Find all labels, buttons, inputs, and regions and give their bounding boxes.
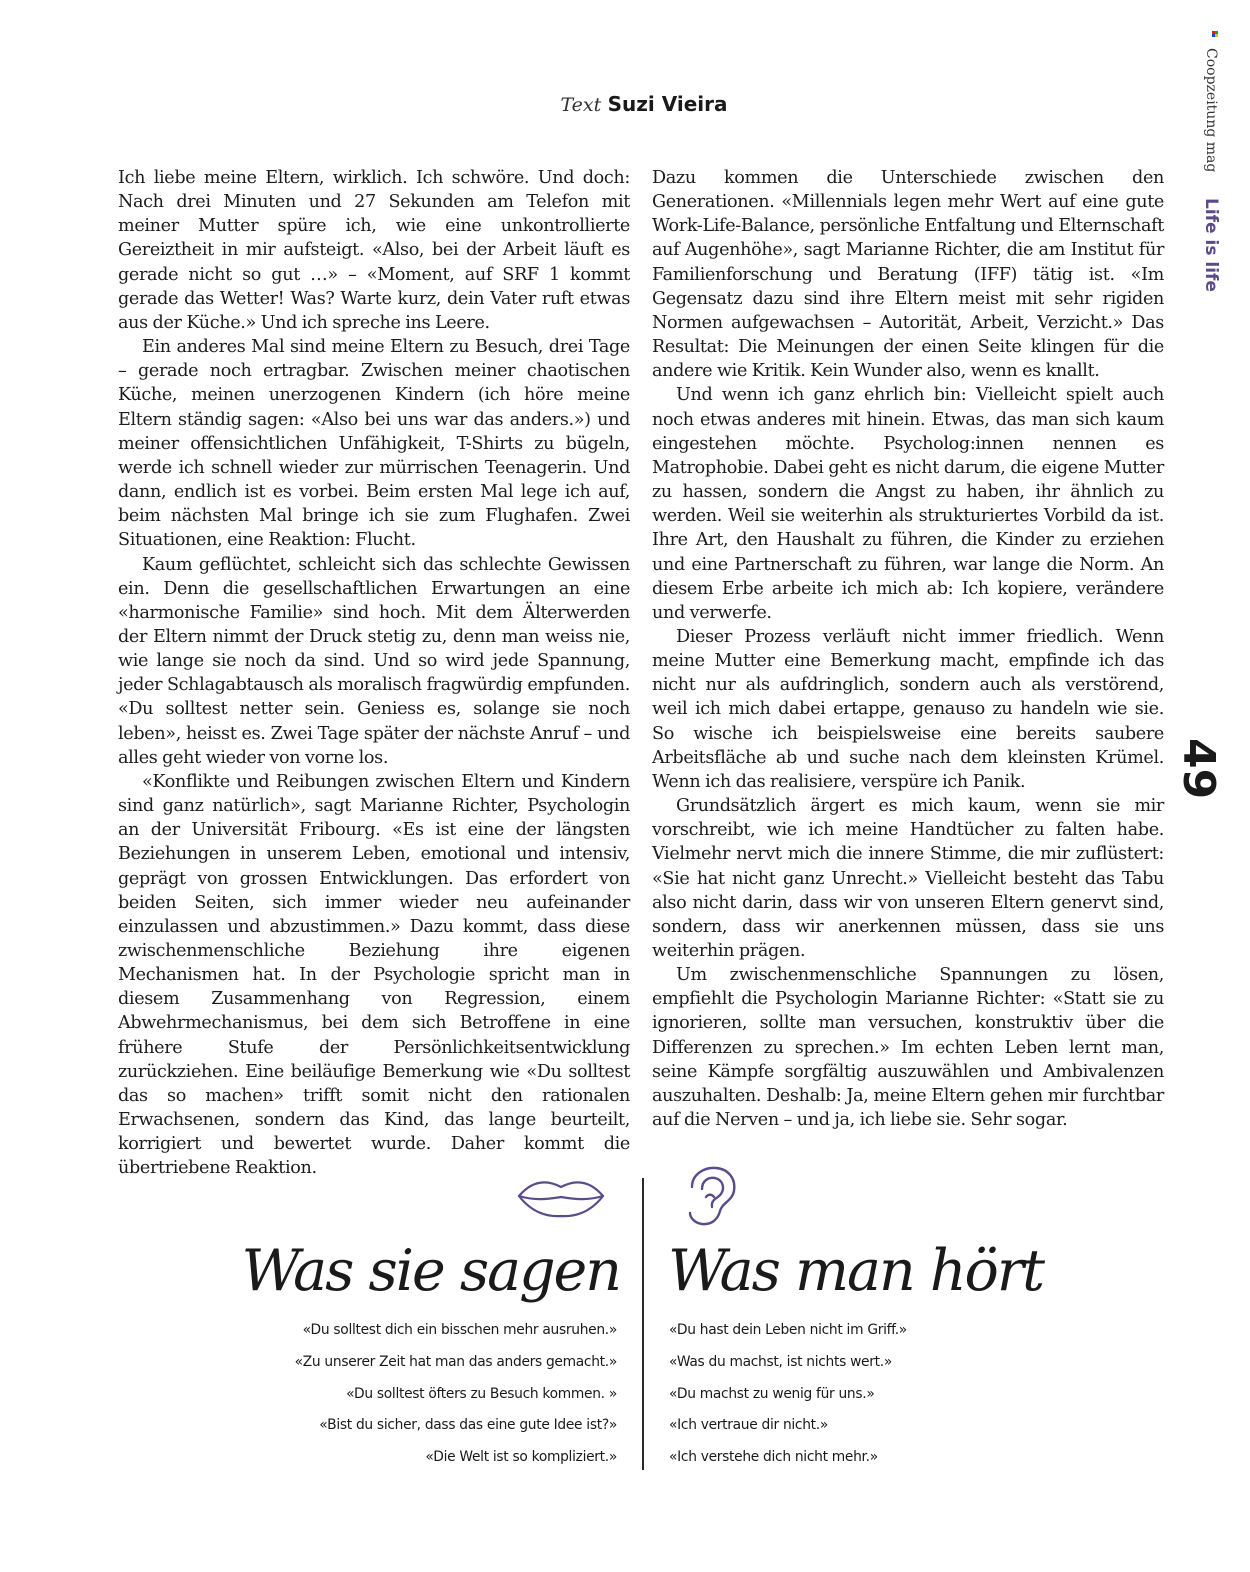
article-paragraph: Dieser Prozess verläuft nicht immer friedlich. Wenn meine Mutter eine Bemerkung macht, empfinde ich das nicht nur als aufdringlich, sondern auch als verstörend, weil ich mich dabei ertappe, genauso zu handeln wie sie. So wische ich beispielsweise eine bereits saubere Arbeitsfläche ab und suche nach dem kleinsten Krümel. Wenn ich das realisiere, verspüre ich Panik. (652, 626, 1164, 792)
quote-item: «Die Welt ist so kompliziert.» (425, 1449, 617, 1466)
quote-item: «Was du machst, ist nichts wert.» (669, 1353, 892, 1370)
heading-what-you-hear: Was man hört (668, 1238, 1044, 1304)
lips-icon (516, 1175, 606, 1219)
article-paragraph: Grundsätzlich ärgert es mich kaum, wenn sie mir vorschreibt, wie ich meine Handtücher zu falten habe. Vielmehr nervt mich die innere Stimme, die mir zuflüstert: «Sie hat nicht ganz Unrecht.» Vielleicht besteht das Tabu also nicht darin, dass wir von unseren Eltern genervt sind, sondern, dass wir anerkennen müssen, dass sie uns weiterhin prägen. (652, 796, 1164, 961)
quote-item: «Zu unserer Zeit hat man das anders gemacht.» (294, 1353, 617, 1370)
section-name: Life is life (1201, 198, 1221, 292)
heading-what-they-say: Was sie sagen (241, 1238, 620, 1304)
article-paragraph: Dazu kommen die Unterschiede zwischen den Generationen. «Millennials legen mehr Wert auf eine gute Work-Life-Balance, persönliche Entfaltung und Elternschaft auf Augenhöhe», sagt Marianne Richter, die am Institut für Familienforschung und Beratung (IFF) tätig ist. «Im Gegensatz dazu sind ihre Eltern meist mit sehr rigiden Normen aufgewachsen – Autorität, Arbeit, Verzicht.» Das Resultat: Die Meinungen der einen Seite klingen für die andere wie Kritik. Kein Wunder also, wenn es knallt. (652, 168, 1164, 382)
quote-item: «Ich vertraue dir nicht.» (669, 1417, 828, 1434)
article-paragraph: Um zwischenmenschliche Spannungen zu lösen, empfiehlt die Psychologin Marianne Richter: «Statt sie zu ignorieren, sollte man versuchen, konstruktiv über die Differenzen zu sprechen.» Im echten Leben lernt man, seine Kämpfe sorgfältig auszuwählen und Ambivalenzen auszuhalten. Deshalb: Ja, meine Eltern gehen mir furchtbar auf die Nerven – und ja, ich liebe sie. Sehr sogar. (652, 965, 1164, 1131)
column-divider (642, 1178, 644, 1470)
quote-item: «Du solltest öfters zu Besuch kommen. » (346, 1385, 617, 1402)
page-number: 49 (1173, 738, 1224, 800)
quotes-what-you-hear (669, 1320, 907, 1479)
magazine-name: Coopzeitung mag (1203, 48, 1219, 173)
quotes-what-they-say (295, 1320, 617, 1479)
byline (0, 92, 1250, 116)
quote-item: «Du hast dein Leben nicht im Griff.» (669, 1322, 907, 1338)
article-column-left (118, 166, 630, 1181)
ear-icon (684, 1165, 738, 1227)
article-paragraph: Ich liebe meine Eltern, wirklich. Ich schwöre. Und doch: Nach drei Minuten und 27 Sekunden am Telefon mit meiner Mutter spüre ich, wie eine unkontrollierte Gereiztheit in mir aufsteigt. «Also, bei der Arbeit läuft es gerade nicht so gut …» – «Moment, auf SRF 1 kommt gerade das Wetter! Was? Warte kurz, dein Vater ruft etwas aus der Küche.» Und ich spreche ins Leere. (118, 168, 630, 333)
article-paragraph: Und wenn ich ganz ehrlich bin: Vielleicht spielt auch noch etwas anderes mit hinein. Etwas, das man sich kaum eingestehen möchte. Psycholog:innen nennen es Matrophobie. Dabei geht es nicht darum, die eigene Mutter zu hassen, sondern die Angst zu haben, ihr ähnlich zu werden. Weil sie weiterhin als strukturiertes Vorbild da ist. Ihre Art, den Haushalt zu führen, die Kinder zu erziehen und eine Partnerschaft zu führen, war lange die Norm. An diesem Erbe arbeite ich mich ab: Ich kopiere, verändere und verwerfe. (652, 385, 1164, 623)
quote-item: «Bist du sicher, dass das eine gute Idee ist?» (319, 1417, 617, 1434)
article-paragraph: Kaum geflüchtet, schleicht sich das schlechte Gewissen ein. Denn die gesellschaftlichen Erwartungen an eine «harmonische Familie» sind hoch. Mit dem Älterwerden der Eltern nimmt der Druck stetig zu, denn man weiss nie, wie lange sie noch da sind. Und so wird jede Spannung, jeder Schlagabtausch als moralisch fragwürdig empfunden. «Du solltest netter sein. Geniess es, solange sie noch leben», heisst es. Zwei Tage später der nächste Anruf – und alles geht wieder von vorne los. (118, 554, 630, 768)
print-color-marks (1212, 31, 1220, 37)
article-column-right (652, 166, 1164, 1132)
quote-item: «Du machst zu wenig für uns.» (669, 1385, 875, 1402)
article-paragraph: «Konflikte und Reibungen zwischen Eltern und Kindern sind ganz natürlich», sagt Marianne Richter, Psychologin an der Universität Fribourg. «Es ist eine der längsten Beziehungen in unserem Leben, emotional und intensiv, geprägt von grossen Entwicklungen. Das erfordert von beiden Seiten, sich immer wieder neu aufeinander einzulassen und abzustimmen.» Dazu kommt, dass diese zwischenmenschliche Beziehung ihre eigenen Mechanismen hat. In der Psychologie spricht man in diesem Zusammenhang von Regression, einem Abwehrmechanismus, bei dem sich Betroffene in eine frühere Stufe der Persönlichkeitsentwicklung zurückziehen. Eine beiläufige Bemerkung wie «Du solltest das so machen» trifft somit nicht den rationalen Erwachsenen, sondern das Kind, das lange beurteilt, korrigiert und bewertet wurde. Daher kommt die übertriebene Reaktion. (118, 771, 630, 1179)
quote-item: «Ich verstehe dich nicht mehr.» (669, 1449, 878, 1466)
byline-label: Text (560, 94, 602, 116)
article-paragraph: Ein anderes Mal sind meine Eltern zu Besuch, drei Tage – gerade noch ertragbar. Zwischen meiner chaotischen Küche, meinen unerzogenen Kindern (ich höre meine Eltern ständig sagen: «Also bei uns war das anders.») und meiner offensichtlichen Unfähigkeit, T-Shirts zu bügeln, werde ich schnell wieder zur mürrischen Teenagerin. Und dann, endlich ist es vorbei. Beim ersten Mal lege ich auf, beim nächsten Mal bringe ich sie zum Flughafen. Zwei Situationen, eine Reaktion: Flucht. (118, 337, 630, 551)
author-name: Suzi Vieira (607, 92, 728, 116)
quote-item: «Du solltest dich ein bisschen mehr ausruhen.» (302, 1322, 617, 1338)
